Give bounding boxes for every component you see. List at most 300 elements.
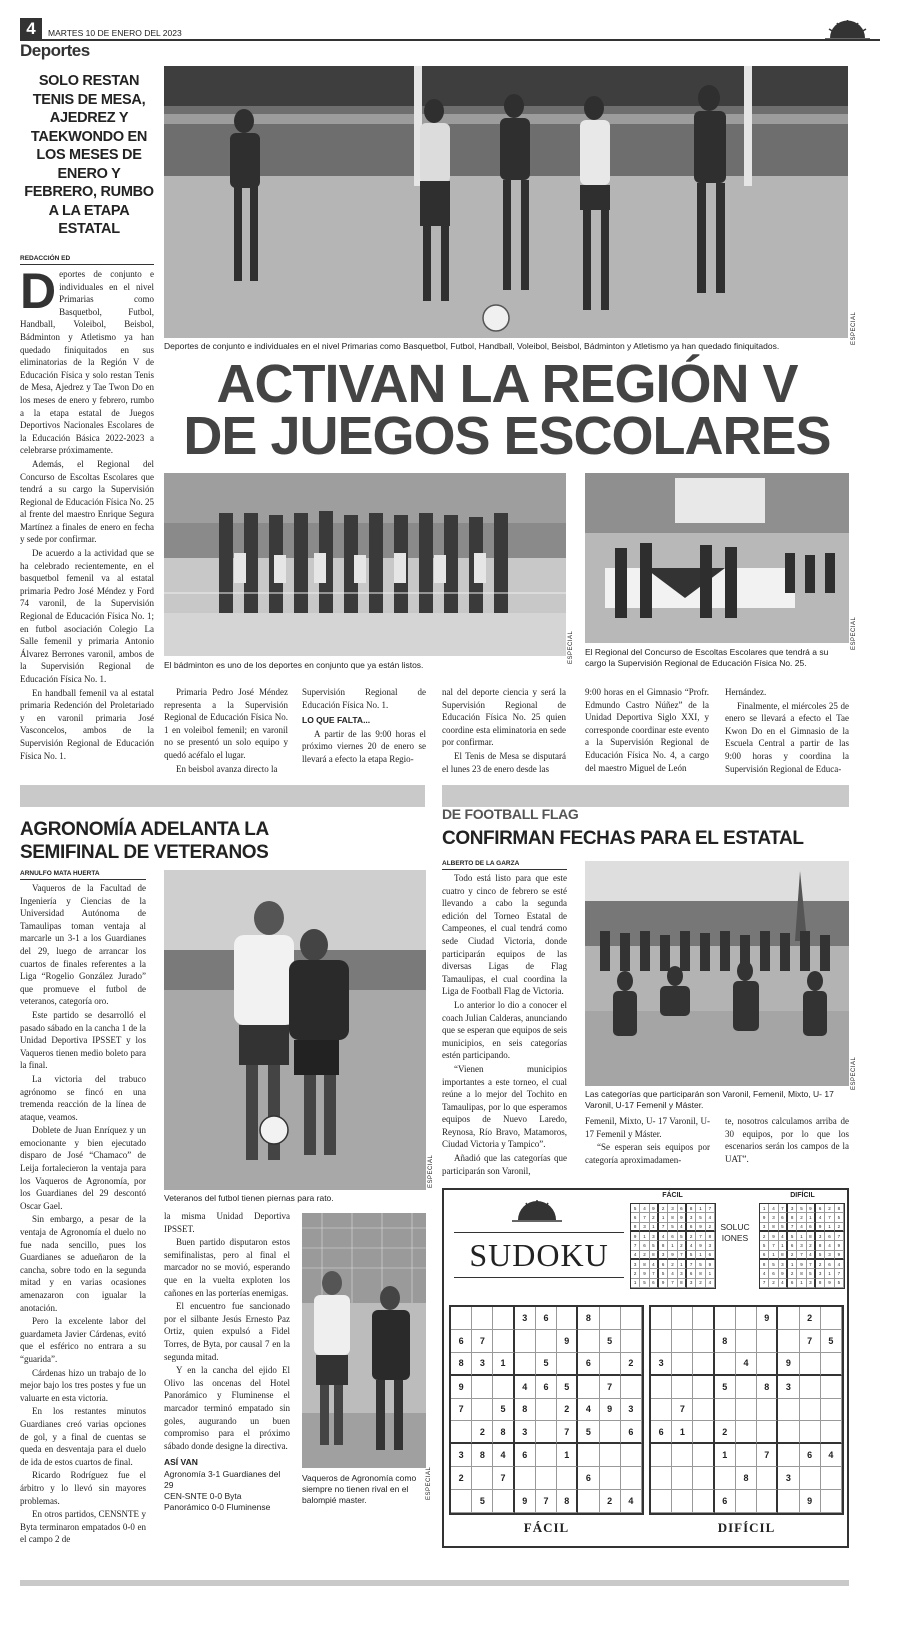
lead-col4-p2: El Tenis de Mesa se disputará el lunes 23 de enero desde las — [442, 750, 566, 774]
caption-veteranos: Veteranos del futbol tienen piernas para rato. — [164, 1193, 334, 1203]
flag-byline-wrap — [442, 860, 567, 870]
sudoku-cell: 5 — [807, 1269, 816, 1278]
sudoku-cell: 5 — [650, 1241, 659, 1250]
flag-col1-p4: Añadió que las categorías que participarán son Varonil, — [442, 1153, 567, 1176]
lead-col1-p3: De acuerdo a la actividad que se ha celebrado recientemente, en el basquetbol femenil va al estatal primaria Pedro José Méndez y Ford 74 varonil, de la Supervisión Regional de Educación Física No. 1; en futbol asociación Colegio La Salle femenil y primaria Antonio Álvarez Berrones varonil, ambos de la Supervisión Regional de Educación Física No. 1. — [20, 548, 154, 684]
sudoku-cell: 1 — [493, 1353, 514, 1376]
sudoku-cell: 3 — [816, 1232, 825, 1241]
sudoku-cell: 2 — [788, 1269, 797, 1278]
agronomia-col1-p6: Pero la excelente labor del guardameta Javier Cárdenas, evitó que el esférico no entrara a su “guarida”. — [20, 1316, 146, 1364]
sudoku-cell: 6 — [659, 1260, 668, 1269]
sudoku-cell — [778, 1490, 799, 1513]
sudoku-cell: 1 — [672, 1421, 693, 1444]
sudoku-cell: 7 — [706, 1204, 715, 1213]
sudoku-cell: 6 — [788, 1241, 797, 1250]
sudoku-cell — [536, 1421, 557, 1444]
lead-col1-p4: En handball femenil va al estatal primaria Redención del Proletariado y en varonil primaria José Vasconcelos, ambos de la Supervisión Regional de Educación Física No. 1. — [20, 687, 154, 761]
agronomia-headline — [20, 818, 320, 864]
credit-escoltas: ESPECIAL — [851, 616, 857, 650]
caption-badminton: El bádminton es uno de los deportes en conjunto que ya están listos. — [164, 660, 424, 670]
sudoku-cell — [651, 1444, 672, 1467]
sudoku-cell: 9 — [778, 1353, 799, 1376]
sudoku-cell — [621, 1376, 642, 1399]
sudoku-cell — [578, 1376, 599, 1399]
sudoku-cell: 7 — [687, 1260, 696, 1269]
sudoku-cell: 6 — [816, 1204, 825, 1213]
photo-veteranos-match — [164, 870, 426, 1190]
sudoku-cell: 8 — [816, 1241, 825, 1250]
sudoku-cell: 9 — [706, 1260, 715, 1269]
photo-girls-soccer — [164, 66, 848, 338]
solutions-label-text: SOLUCIONES — [720, 1222, 750, 1243]
sudoku-cell: 7 — [668, 1279, 677, 1288]
sudoku-cell: 7 — [800, 1330, 821, 1353]
sudoku-cell: 1 — [797, 1232, 806, 1241]
sudoku-cell: 5 — [640, 1279, 649, 1288]
sudoku-cell: 9 — [515, 1490, 536, 1513]
sudoku-cell: 9 — [779, 1269, 788, 1278]
sudoku-cell — [651, 1490, 672, 1513]
flag-col2-p2: “Se esperan seis equipos por categoría aproximadamen- — [585, 1142, 710, 1165]
sudoku-cell: 3 — [687, 1213, 696, 1222]
sudoku-cell: 5 — [659, 1269, 668, 1278]
agronomia-col1-p9: Ricardo Rodríguez fue el árbitro y lo llevó sin mayores problemas. — [20, 1470, 146, 1506]
sudoku-cell: 9 — [696, 1223, 705, 1232]
sudoku-cell — [757, 1490, 778, 1513]
sudoku-cell — [451, 1490, 472, 1513]
sudoku-cell: 6 — [621, 1421, 642, 1444]
agronomia-col1-p4: Doblete de Juan Enríquez y un emocionante y bien ejecutado disparo de José “Chamaco” de Leija fortalecieron la ventaja para los Vaqueros de Agronomía, por los Guardianes del 29 descontó Oscar Gael. — [20, 1125, 146, 1211]
sudoku-cell: 2 — [557, 1399, 578, 1422]
caption-escoltas: El Regional del Concurso de Escoltas Escolares que tendrá a su cargo la Supervisión Regional de Educación Física No. 25. — [585, 647, 829, 668]
results-heading: ASÍ VAN — [164, 1457, 198, 1468]
sudoku-cell: 9 — [835, 1251, 844, 1260]
sudoku-cell: 3 — [515, 1307, 536, 1330]
sudoku-cell — [800, 1467, 821, 1490]
sudoku-cell: 4 — [769, 1204, 778, 1213]
sudoku-cell — [493, 1307, 514, 1330]
agronomia-byline-wrap — [20, 870, 146, 880]
result-row: Agronomía 3-1 Guardianes del 29 — [164, 1468, 281, 1490]
sudoku-cell: 8 — [736, 1467, 757, 1490]
sudoku-cell: 9 — [557, 1330, 578, 1353]
sudoku-cell: 5 — [816, 1251, 825, 1260]
sudoku-cell — [736, 1490, 757, 1513]
sudoku-cell — [693, 1444, 714, 1467]
flag-byline: ALBERTO DE LA GARZA — [442, 860, 567, 870]
sudoku-cell: 7 — [557, 1421, 578, 1444]
flag-col3-p1: te, nosotros calculamos arriba de 30 equipos, por lo que los escenarios serán los campos de la UAT”. — [725, 1116, 849, 1164]
sudoku-cell: 9 — [797, 1260, 806, 1269]
sudoku-cell: 3 — [678, 1269, 687, 1278]
sudoku-cell: 3 — [769, 1213, 778, 1222]
sudoku-cell: 5 — [696, 1213, 705, 1222]
lead-col6-p2: Finalmente, el miércoles 25 de enero se llevará a efecto el Tae Kwon Do en el Gimnasio de la Escuela Central a partir de las 9:00 horas y coordina la Supervisión Regional de Educa- — [725, 700, 849, 774]
sudoku-cell — [821, 1353, 842, 1376]
sudoku-cell: 4 — [706, 1279, 715, 1288]
sudoku-cell — [451, 1421, 472, 1444]
sudoku-cell: 9 — [668, 1251, 677, 1260]
sudoku-cell: 3 — [651, 1353, 672, 1376]
sudoku-title: SUDOKU — [454, 1232, 624, 1278]
sudoku-cell: 8 — [640, 1260, 649, 1269]
sudoku-cell: 3 — [797, 1241, 806, 1250]
flag-headline: CONFIRMAN FECHAS PARA EL ESTATAL — [442, 828, 804, 849]
sudoku-cell: 5 — [557, 1376, 578, 1399]
page-number: 4 — [20, 18, 42, 40]
flag-kicker: DE FOOTBALL FLAG — [442, 806, 579, 822]
sudoku-cell: 8 — [696, 1269, 705, 1278]
sudoku-cell — [800, 1399, 821, 1422]
sudoku-cell: 8 — [472, 1444, 493, 1467]
footer-rule — [20, 1580, 849, 1586]
sudoku-cell: 3 — [472, 1353, 493, 1376]
sudoku-cell — [557, 1307, 578, 1330]
agronomia-col1 — [20, 882, 146, 1547]
sudoku-cell — [651, 1467, 672, 1490]
sudoku-cell — [757, 1330, 778, 1353]
sudoku-cell — [536, 1399, 557, 1422]
sudoku-cell: 8 — [650, 1251, 659, 1260]
section-name: Deportes — [20, 41, 90, 60]
credit-vaqueros: ESPECIAL — [426, 1466, 432, 1500]
sudoku-cell — [515, 1330, 536, 1353]
sudoku-cell: 4 — [678, 1223, 687, 1232]
sudoku-cell: 7 — [650, 1269, 659, 1278]
sudoku-cell — [693, 1399, 714, 1422]
sudoku-cell: 7 — [760, 1279, 769, 1288]
sudoku-cell: 6 — [515, 1444, 536, 1467]
sudoku-cell: 4 — [825, 1241, 834, 1250]
lead-col5-p1: 9:00 horas en el Gimnasio “Profr. Edmundo Castro Núñez” de la Unidad Deportiva Siglo XXI, y corresponde coordinar este evento a la Supervisión Regional de Educación Física No. 4, a cargo del maestro Miguel de León — [585, 687, 709, 773]
sudoku-cell — [672, 1444, 693, 1467]
agronomia-headline-line2: SEMIFINAL DE VETERANOS — [20, 842, 269, 863]
sudoku-cell: 1 — [557, 1444, 578, 1467]
sudoku-easy-grid — [449, 1305, 644, 1515]
sudoku-cell — [472, 1307, 493, 1330]
sudoku-cell — [693, 1353, 714, 1376]
agronomia-col2-p1: la misma Unidad Deportiva IPSSET. — [164, 1211, 290, 1234]
sudoku-cell: 7 — [757, 1444, 778, 1467]
sudoku-cell: 9 — [678, 1213, 687, 1222]
flag-col2-p1: Femenil, Mixto, U- 17 Varonil, U-17 Femenil y Máster. — [585, 1116, 710, 1139]
sudoku-cell — [672, 1467, 693, 1490]
sudoku-cell: 5 — [715, 1376, 736, 1399]
sudoku-cell: 8 — [788, 1213, 797, 1222]
sudoku-cell: 3 — [778, 1376, 799, 1399]
sudoku-cell: 5 — [835, 1279, 844, 1288]
sudoku-cell: 2 — [696, 1279, 705, 1288]
sudoku-cell: 2 — [451, 1467, 472, 1490]
sudoku-cell: 8 — [757, 1376, 778, 1399]
sudoku-cell: 7 — [536, 1490, 557, 1513]
sudoku-cell: 4 — [493, 1444, 514, 1467]
sudoku-cell: 8 — [668, 1213, 677, 1222]
sudoku-cell — [493, 1490, 514, 1513]
agronomia-col2-p3: El encuentro fue sancionado por el silbante Jesús Ernesto Paz Ortiz, quien expulsó a Fidel Torres, de Byta, por causal 7 en la segunda mitad. — [164, 1301, 290, 1362]
result-row: CEN-SNTE 0-0 Byta — [164, 1490, 242, 1501]
sudoku-cell — [693, 1421, 714, 1444]
agronomia-col1-p1: Vaqueros de la Facultad de Ingeniería y Ciencias de la Universidad Autónoma de Tamaulipas toman ventaja al marcarle un 3-1 a los Guardianes del 29, luego de arrancar los cuartos de finales referentes a la Liga “Rogelio González Jurado” que promueve el futbol de veteranos, categoría oro. — [20, 883, 146, 1007]
sudoku-cell — [651, 1399, 672, 1422]
sudoku-cell: 7 — [472, 1330, 493, 1353]
sudoku-cell: 7 — [631, 1241, 640, 1250]
sudoku-cell: 9 — [451, 1376, 472, 1399]
sudoku-cell: 2 — [706, 1223, 715, 1232]
sudoku-cell: 3 — [760, 1223, 769, 1232]
sudoku-cell — [693, 1330, 714, 1353]
sudoku-cell: 5 — [600, 1330, 621, 1353]
sudoku-cell: 8 — [515, 1399, 536, 1422]
sudoku-cell: 7 — [835, 1232, 844, 1241]
sudoku-cell: 6 — [825, 1260, 834, 1269]
sudoku-cell: 9 — [760, 1213, 769, 1222]
sudoku-cell: 6 — [825, 1232, 834, 1241]
result-row: Panorámico 0-0 Fluminense — [164, 1501, 271, 1512]
sudoku-cell: 8 — [769, 1223, 778, 1232]
sudoku-cell: 6 — [706, 1251, 715, 1260]
sudoku-cell: 7 — [451, 1399, 472, 1422]
sudoku-cell — [736, 1399, 757, 1422]
agronomia-col1-p7: Cárdenas hizo un trabajo de lo mejor bajo los tres postes y fue un valuarte en esta victoria. — [20, 1367, 146, 1403]
sudoku-cell — [578, 1444, 599, 1467]
sudoku-cell: 5 — [779, 1223, 788, 1232]
sudoku-cell — [578, 1490, 599, 1513]
lead-col1-p1: eportes de conjunto e individuales en el nivel Primarias como Basquetbol, Futbol, Handball, Voleibol, Beisbol, Bádminton y Atletismo ya han quedado finiquitados en sus eliminatorias de la Región V de Educación Física y solo restan Tenis de Mesa, Ajedrez y Tae Twon Do en los meses de enero y febrero, rumbo a la etapa estatal de Juegos Deportivos Nacionales Escolares de la Educación Básica 2022-2023 a celebrarse próximamente. — [20, 269, 154, 456]
sudoku-cell: 1 — [659, 1213, 668, 1222]
sudoku-cell: 8 — [687, 1204, 696, 1213]
sudoku-cell: 6 — [687, 1223, 696, 1232]
sudoku-cell: 6 — [807, 1223, 816, 1232]
sudoku-cell: 3 — [706, 1241, 715, 1250]
sudoku-cell — [778, 1444, 799, 1467]
sudoku-cell: 5 — [769, 1260, 778, 1269]
sudoku-cell — [715, 1399, 736, 1422]
sudoku-cell: 5 — [835, 1213, 844, 1222]
sudoku-cell: 8 — [678, 1279, 687, 1288]
sudoku-cell: 1 — [668, 1241, 677, 1250]
sudoku-cell — [757, 1399, 778, 1422]
sudoku-cell: 6 — [715, 1490, 736, 1513]
credit-main-photo: ESPECIAL — [851, 311, 857, 345]
sudoku-sun-icon — [512, 1200, 562, 1222]
sudoku-cell: 2 — [687, 1232, 696, 1241]
sudoku-cell: 9 — [650, 1204, 659, 1213]
sudoku-cell: 3 — [640, 1223, 649, 1232]
sol-hard-label: DIFÍCIL — [790, 1192, 815, 1199]
sudoku-cell — [621, 1307, 642, 1330]
sudoku-cell: 6 — [760, 1251, 769, 1260]
lead-byline: REDACCIÓN ED — [20, 255, 154, 265]
sudoku-cell — [757, 1353, 778, 1376]
sudoku-cell: 4 — [760, 1269, 769, 1278]
sudoku-cell: 8 — [493, 1421, 514, 1444]
sudoku-cell: 6 — [536, 1376, 557, 1399]
agronomia-col2-p2: Buen partido disputaron estos semifinalistas, pero al final el marcador no se movió, esperando que en la vuelta exploten los cañones en las porterías enemigas. — [164, 1237, 290, 1298]
sudoku-cell — [557, 1353, 578, 1376]
sudoku-cell: 1 — [779, 1241, 788, 1250]
sudoku-cell: 1 — [825, 1269, 834, 1278]
credit-badminton: ESPECIAL — [568, 630, 574, 664]
sudoku-cell: 2 — [800, 1307, 821, 1330]
sudoku-cell — [451, 1307, 472, 1330]
sudoku-cell — [778, 1399, 799, 1422]
sudoku-cell: 9 — [807, 1204, 816, 1213]
lead-col3-p1: Supervisión Regional de Educación Física No. 1. — [302, 687, 426, 710]
sudoku-cell: 5 — [668, 1223, 677, 1232]
sudoku-cell: 2 — [621, 1353, 642, 1376]
header-rule — [20, 39, 880, 41]
sudoku-cell: 3 — [687, 1279, 696, 1288]
sudoku-cell: 6 — [578, 1467, 599, 1490]
sudoku-cell: 3 — [825, 1251, 834, 1260]
sudoku-cell: 8 — [659, 1241, 668, 1250]
lead-col6 — [725, 686, 849, 776]
sudoku-cell: 2 — [797, 1213, 806, 1222]
sudoku-cell: 6 — [788, 1279, 797, 1288]
sudoku-cell: 7 — [779, 1204, 788, 1213]
lead-headline-line2: DE JUEGOS ESCOLARES — [183, 406, 831, 466]
sudoku-cell: 2 — [825, 1204, 834, 1213]
sudoku-cell — [693, 1307, 714, 1330]
sudoku-cell: 3 — [451, 1444, 472, 1467]
sudoku-cell — [693, 1490, 714, 1513]
sudoku-cell: 3 — [631, 1260, 640, 1269]
agronomia-headline-line1: AGRONOMÍA ADELANTA LA — [20, 819, 269, 840]
sudoku-cell: 2 — [650, 1213, 659, 1222]
sudoku-cell — [757, 1467, 778, 1490]
sudoku-cell — [715, 1307, 736, 1330]
sudoku-cell: 7 — [672, 1399, 693, 1422]
sudoku-cell: 5 — [760, 1241, 769, 1250]
sudoku-cell: 2 — [631, 1269, 640, 1278]
sudoku-cell — [736, 1421, 757, 1444]
sudoku-cell: 3 — [668, 1204, 677, 1213]
sudoku-cell — [736, 1444, 757, 1467]
sudoku-cell: 9 — [835, 1241, 844, 1250]
caption-main-photo: Deportes de conjunto e individuales en el nivel Primarias como Basquetbol, Futbol, Handball, Voleibol, Beisbol, Bádminton y Atletismo ya han quedado finiquitados. — [164, 341, 780, 351]
solution-easy-grid — [630, 1203, 716, 1289]
sudoku-cell: 4 — [797, 1223, 806, 1232]
sudoku-cell: 4 — [706, 1213, 715, 1222]
sudoku-cell — [600, 1421, 621, 1444]
sudoku-cell: 6 — [668, 1232, 677, 1241]
sudoku-cell — [821, 1307, 842, 1330]
sudoku-cell — [821, 1490, 842, 1513]
sudoku-cell — [757, 1421, 778, 1444]
agronomia-col1-p2: Este partido se desarrolló el pasado sábado en la cancha 1 de la Unidad Deportiva IPSSET y los Vaqueros tienen medio boleto para la final. — [20, 1009, 146, 1071]
sudoku-cell — [557, 1467, 578, 1490]
sudoku-cell — [651, 1307, 672, 1330]
sudoku-cell: 1 — [678, 1260, 687, 1269]
sudoku-cell: 6 — [536, 1307, 557, 1330]
sudoku-cell: 4 — [821, 1444, 842, 1467]
sudoku-cell: 1 — [825, 1223, 834, 1232]
solutions-label — [720, 1222, 750, 1244]
flag-col1-p1: Todo está listo para que este cuatro y cinco de febrero se esté llevando a cabo la segunda edición del Torneo Estatal de Campeones, el cual tendrá como sede Ciudad Victoria, donde participarán equipos de las diversas Ligas de Flag Tamaulipas, el cual coordina la Liga de Football Flag de Victoria. — [442, 873, 567, 997]
lead-col1-p2: Además, el Regional del Concurso de Escoltas Escolares que tendrá a su cargo la Supervisión Regional de Educación Física No. 25 al frente del maestro Enrique Segura Martínez a finales de enero en fecha y sede por confirmar. — [20, 458, 154, 545]
sudoku-cell — [536, 1444, 557, 1467]
sudoku-cell: 2 — [668, 1260, 677, 1269]
sudoku-cell: 7 — [769, 1241, 778, 1250]
sudoku-cell: 7 — [678, 1251, 687, 1260]
sudoku-cell: 5 — [678, 1232, 687, 1241]
photo-flag-football — [585, 861, 849, 1086]
sudoku-cell: 2 — [807, 1241, 816, 1250]
sudoku-cell — [715, 1353, 736, 1376]
sudoku-cell: 3 — [515, 1421, 536, 1444]
sudoku-cell — [800, 1421, 821, 1444]
sudoku-cell: 2 — [472, 1421, 493, 1444]
lead-col4 — [442, 686, 566, 776]
sudoku-cell — [736, 1330, 757, 1353]
sudoku-cell: 1 — [769, 1251, 778, 1260]
flag-col1 — [442, 872, 567, 1178]
sudoku-cell — [821, 1399, 842, 1422]
sudoku-cell: 7 — [797, 1251, 806, 1260]
sudoku-cell: 9 — [631, 1232, 640, 1241]
sudoku-cell: 5 — [472, 1490, 493, 1513]
lead-col3-heading: LO QUE FALTA... — [302, 715, 371, 726]
sudoku-cell: 3 — [659, 1251, 668, 1260]
sudoku-cell: 8 — [807, 1232, 816, 1241]
credit-flag: ESPECIAL — [851, 1056, 857, 1090]
sudoku-cell: 9 — [659, 1279, 668, 1288]
lead-col2-p2: En beisbol avanza directo la — [176, 763, 278, 774]
sudoku-cell — [800, 1353, 821, 1376]
sudoku-cell: 3 — [778, 1467, 799, 1490]
sudoku-cell: 1 — [807, 1213, 816, 1222]
sudoku-cell: 6 — [687, 1269, 696, 1278]
photo-badminton-team — [164, 473, 566, 656]
sudoku-cell: 6 — [578, 1353, 599, 1376]
sudoku-cell — [778, 1421, 799, 1444]
flag-col3 — [725, 1115, 849, 1166]
lead-col3-p2: A partir de las 9:00 horas el próximo viernes 20 de enero se llevará a efecto la etapa Regio- — [302, 728, 426, 764]
sudoku-cell: 5 — [821, 1330, 842, 1353]
agronomia-byline: ARNULFO MATA HUERTA — [20, 870, 146, 880]
sudoku-cell: 4 — [736, 1353, 757, 1376]
sudoku-cell: 6 — [779, 1213, 788, 1222]
sudoku-cell — [600, 1307, 621, 1330]
sudoku-cell: 5 — [696, 1260, 705, 1269]
flag-col1-p3: “Vienen municipios importantes a este torneo, el cual reúne a lo mejor del Tochito en Tamaulipas, por lo que esperamos equipos de Nuevo Laredo, Reynosa, Río Bravo, Matamoros, Ciudad Victoria y Tampico”. — [442, 1063, 567, 1150]
sudoku-cell: 2 — [678, 1241, 687, 1250]
sudoku-cell: 8 — [451, 1353, 472, 1376]
sudoku-cell — [800, 1376, 821, 1399]
sudoku-cell: 5 — [578, 1421, 599, 1444]
sudoku-cell: 2 — [760, 1232, 769, 1241]
flag-col1-p2: Lo anterior lo dio a conocer el coach Julian Calderas, anunciando que se esperan que equipos de seis municipios, en seis categorías estén participando. — [442, 999, 567, 1061]
agronomia-col1-p8: En los restantes minutos Guardianes creó varias opciones de gol, y a final de cuentas se queda en desventaja para el duelo de ida de estos cuartos de final. — [20, 1406, 146, 1467]
sudoku-cell: 5 — [788, 1232, 797, 1241]
sudoku-cell: 6 — [640, 1241, 649, 1250]
hard-grid-label: DIFÍCIL — [717, 1520, 776, 1535]
sudoku-cell: 2 — [788, 1251, 797, 1260]
sudoku-cell: 4 — [687, 1241, 696, 1250]
sudoku-cell: 9 — [816, 1223, 825, 1232]
sudoku-cell: 6 — [631, 1213, 640, 1222]
lead-col2 — [164, 686, 288, 776]
sudoku-cell — [472, 1376, 493, 1399]
sudoku-box — [442, 1188, 849, 1548]
sudoku-cell — [821, 1376, 842, 1399]
sudoku-cell: 4 — [779, 1279, 788, 1288]
lead-col4-p1: nal del deporte ciencia y será la Supervisión Regional de Educación Física No. 25 quien coordine esta eliminatoria en sede por confirmar. — [442, 687, 566, 748]
sudoku-cell — [515, 1353, 536, 1376]
sudoku-cell: 6 — [650, 1279, 659, 1288]
sudoku-cell: 4 — [668, 1269, 677, 1278]
